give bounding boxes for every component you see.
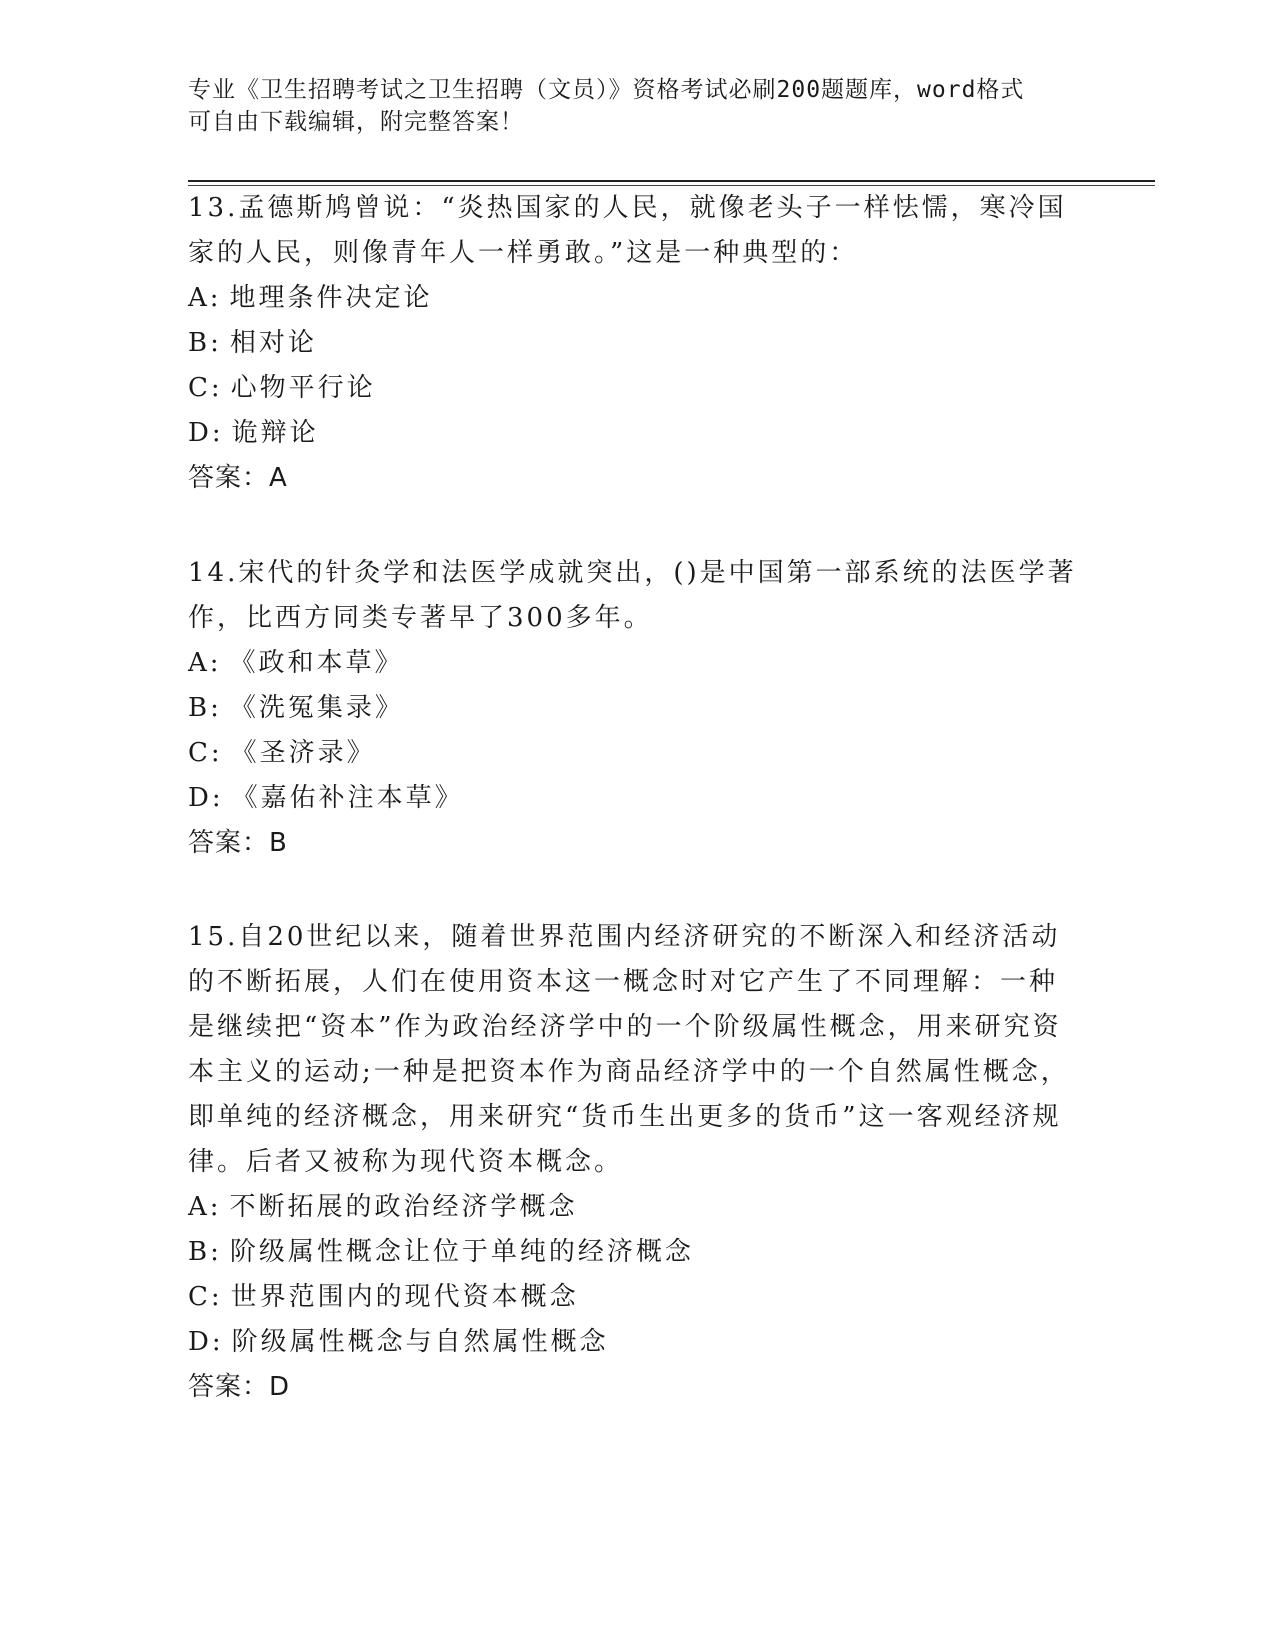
option-a xyxy=(188,641,1083,686)
option-text: 世界范围内的现代资本概念 xyxy=(230,1282,579,1312)
document-header xyxy=(188,74,1068,138)
header-line-1: 专业《卫生招聘考试之卫生招聘（文员）》资格考试必刷200题题库，word格式 xyxy=(188,77,1025,103)
option-text: 诡辩论 xyxy=(231,418,319,448)
option-text: 心物平行论 xyxy=(230,373,376,403)
option-b xyxy=(188,1230,1083,1275)
option-key: D: xyxy=(188,1327,224,1357)
option-a xyxy=(188,276,1083,321)
option-key: C: xyxy=(188,738,223,768)
option-key: B: xyxy=(188,328,222,358)
question-15 xyxy=(188,915,1083,1410)
option-text: 《洗冤集录》 xyxy=(229,693,404,723)
option-d xyxy=(188,411,1083,456)
option-c xyxy=(188,1275,1083,1320)
option-text: 阶级属性概念让位于单纯的经济概念 xyxy=(229,1237,694,1267)
option-key: B: xyxy=(188,693,222,723)
option-text: 《圣济录》 xyxy=(230,738,376,768)
question-stem: 13.孟德斯鸠曾说：“炎热国家的人民，就像老头子一样怯懦，寒冷国家的人民，则像青年人一样勇敢。”这是一种典型的： xyxy=(188,193,1067,268)
option-key: A: xyxy=(188,648,222,678)
option-text: 《嘉佑补注本草》 xyxy=(231,783,464,813)
option-d xyxy=(188,776,1083,821)
option-key: C: xyxy=(188,373,223,403)
option-key: A: xyxy=(188,283,222,313)
option-key: B: xyxy=(188,1237,222,1267)
option-key: C: xyxy=(188,1282,223,1312)
answer-line: 答案：D xyxy=(188,1372,291,1402)
option-key: A: xyxy=(188,1192,222,1222)
option-b xyxy=(188,321,1083,366)
option-text: 阶级属性概念与自然属性概念 xyxy=(231,1327,609,1357)
question-stem: 14.宋代的针灸学和法医学成就突出，()是中国第一部系统的法医学著作，比西方同类专著早了300多年。 xyxy=(188,558,1077,633)
option-text: 不断拓展的政治经济学概念 xyxy=(229,1192,578,1222)
option-c xyxy=(188,366,1083,411)
option-b xyxy=(188,686,1083,731)
option-d xyxy=(188,1320,1083,1365)
option-text: 相对论 xyxy=(229,328,317,358)
header-line-2: 可自由下载编辑，附完整答案！ xyxy=(188,109,524,135)
option-key: D: xyxy=(188,783,224,813)
question-13 xyxy=(188,186,1083,501)
question-14 xyxy=(188,551,1083,866)
answer-line: 答案：A xyxy=(188,463,288,493)
option-a xyxy=(188,1185,1083,1230)
option-text: 地理条件决定论 xyxy=(229,283,433,313)
option-key: D: xyxy=(188,418,224,448)
header-divider-thick xyxy=(188,180,1155,182)
answer-line: 答案：B xyxy=(188,828,288,858)
question-stem: 15.自20世纪以来，随着世界范围内经济研究的不断深入和经济活动的不断拓展，人们在使用资本这一概念时对它产生了不同理解：一种是继续把“资本”作为政治经济学中的一个阶级属性概念，用来研究资本主义的运动;一种是把资本作为商品经济学中的一个自然属性概念，即单纯的经济概念，用来研究“货币生出更多的货币”这一客观经济规律。后者又被称为现代资本概念。 xyxy=(188,922,1070,1177)
option-c xyxy=(188,731,1083,776)
option-text: 《政和本草》 xyxy=(229,648,404,678)
